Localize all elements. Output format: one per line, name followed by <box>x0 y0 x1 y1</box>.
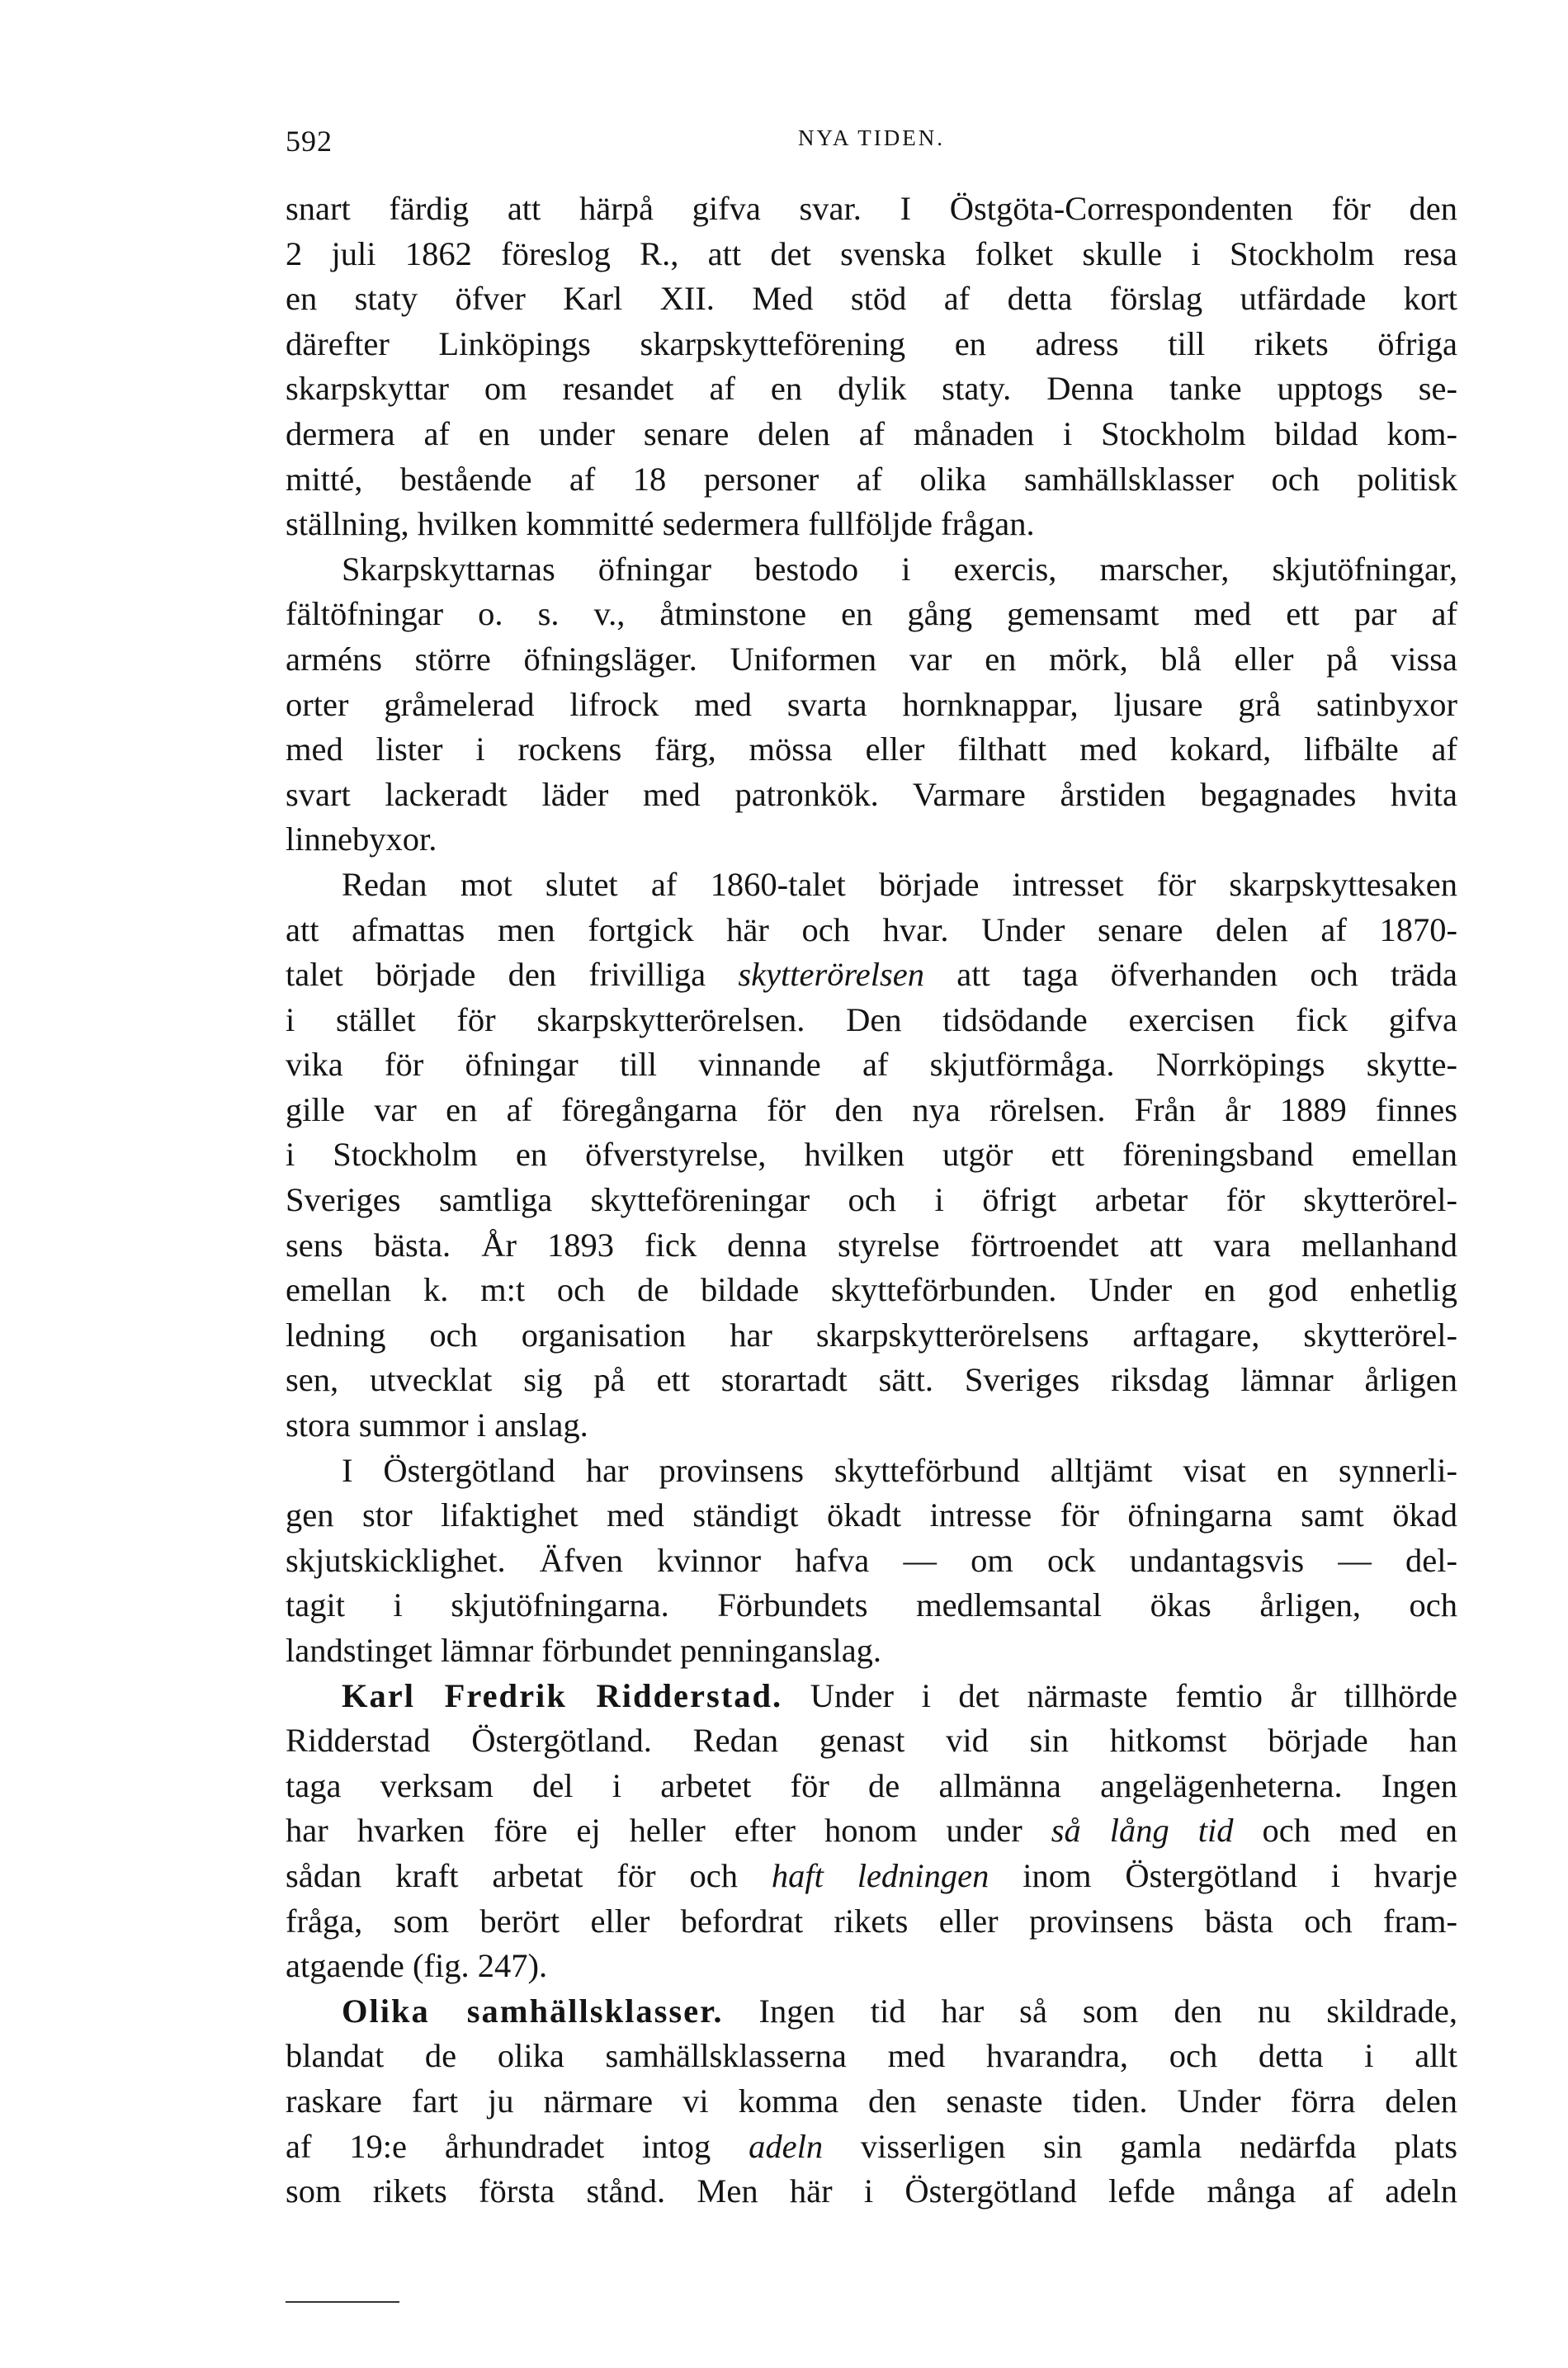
text-line <box>286 2079 1457 2125</box>
line-text: inom Östergötland i hvarje <box>989 1856 1458 1894</box>
text-line <box>286 547 1457 593</box>
text-line <box>286 232 1457 277</box>
emphasis-text: så lång tid <box>1051 1812 1234 1850</box>
text-line <box>286 1088 1457 1133</box>
text-line <box>286 322 1457 367</box>
body-text <box>286 187 1457 2214</box>
text-line <box>286 1223 1457 1269</box>
text-line <box>286 863 1457 908</box>
line-text: vika för öfningar till vinnande af skjutförmåga. Norrköpings skytte- <box>286 1046 1457 1084</box>
line-text: atgaende (fig. 247). <box>286 1947 548 1985</box>
text-line <box>286 773 1457 818</box>
text-line <box>286 277 1457 322</box>
line-text: Ingen tid har så som den nu skildrade, <box>723 1992 1457 2030</box>
line-text: ställning, hvilken kommitté sedermera fullföljde frågan. <box>286 505 1035 543</box>
text-line <box>286 1178 1457 1223</box>
line-text: Redan mot slutet af 1860-talet började intresset för skarpskyttesaken <box>342 865 1457 903</box>
running-head: NYA TIDEN. <box>798 125 945 150</box>
text-line <box>286 366 1457 412</box>
line-text: arméns större öfningsläger. Uniformen var en mörk, blå eller på vissa <box>286 640 1457 678</box>
line-text: som rikets första stånd. Men här i Östergötland lefde många af adeln <box>286 2172 1457 2210</box>
line-text: snart färdig att härpå gifva svar. I Östgöta-Correspondenten för den <box>286 190 1457 227</box>
text-line <box>286 187 1457 232</box>
line-text: att taga öfverhanden och träda <box>924 956 1457 994</box>
text-line <box>286 1674 1457 1719</box>
emphasis-text: skytterörelsen <box>738 956 925 994</box>
text-line <box>286 1358 1457 1403</box>
line-text: 2 juli 1862 föreslog R., att det svenska folket skulle i Stockholm resa <box>286 234 1457 272</box>
emphasis-text: haft ledningen <box>771 1856 989 1894</box>
line-text: Skarpskyttarnas öfningar bestodo i exercis, marscher, skjutöfningar, <box>342 550 1457 588</box>
line-text: blandat de olika samhällsklasserna med hvarandra, och detta i allt <box>286 2037 1457 2075</box>
text-line <box>286 683 1457 728</box>
line-text: Ridderstad Östergötland. Redan genast vid sin hitkomst började han <box>286 1722 1457 1760</box>
line-text: Sveriges samtliga skytteföreningar och i öfrigt arbetar för skytterörel- <box>286 1181 1457 1219</box>
line-text: gen stor lifaktighet med ständigt ökadt intresse för öfningarna samt ökad <box>286 1496 1457 1534</box>
text-line <box>286 1538 1457 1584</box>
text-line <box>286 1718 1457 1764</box>
line-text: därefter Linköpings skarpskytteförening en adress till rikets öfriga <box>286 324 1457 362</box>
line-text: fältöfningar o. s. v., åtminstone en gång gemensamt med ett par af <box>286 595 1457 633</box>
line-text: stora summor i anslag. <box>286 1406 588 1444</box>
page-number: 592 <box>286 125 333 158</box>
text-line <box>286 817 1457 863</box>
line-text: af 19:e århundradet intog <box>286 2127 749 2165</box>
line-text: sådan kraft arbetat för och <box>286 1856 772 1894</box>
text-line <box>286 1764 1457 1809</box>
text-line <box>286 1808 1457 1854</box>
line-text: I Östergötland har provinsens skytteförbund alltjämt visat en synnerli- <box>342 1451 1457 1489</box>
text-line <box>286 1313 1457 1359</box>
text-line <box>286 1449 1457 1494</box>
line-text: skjutskicklighet. Äfven kvinnor hafva — om ock undantagsvis — del- <box>286 1541 1457 1579</box>
text-line <box>286 637 1457 683</box>
line-text: att afmattas men fortgick här och hvar. Under senare delen af 1870- <box>286 910 1457 948</box>
page-header <box>286 124 1457 157</box>
text-line <box>286 908 1457 953</box>
text-line <box>286 502 1457 547</box>
line-text: visserligen sin gamla nedärfda plats <box>823 2127 1457 2165</box>
line-text: med lister i rockens färg, mössa eller filthatt med kokard, lifbälte af <box>286 730 1457 768</box>
text-line <box>286 1493 1457 1538</box>
line-text: sens bästa. År 1893 fick denna styrelse förtroendet att vara mellanhand <box>286 1226 1457 1264</box>
text-line <box>286 2034 1457 2079</box>
footnote-rule <box>286 2301 399 2303</box>
line-text: skarpskyttar om resandet af en dylik staty. Denna tanke upptogs se- <box>286 370 1457 408</box>
line-text: i Stockholm en öfverstyrelse, hvilken utgör ett föreningsband emellan <box>286 1136 1457 1174</box>
line-text: mitté, bestående af 18 personer af olika samhällsklasser och politisk <box>286 460 1457 498</box>
text-line <box>286 592 1457 637</box>
line-text: landstinget lämnar förbundet penninganslag. <box>286 1632 882 1669</box>
line-text: taga verksam del i arbetet för de allmänna angelägenheterna. Ingen <box>286 1766 1457 1804</box>
line-text: talet började den frivilliga <box>286 956 739 994</box>
text-line <box>286 1628 1457 1674</box>
line-text: Under i det närmaste femtio år tillhörde <box>782 1676 1457 1714</box>
text-line <box>286 727 1457 773</box>
text-line <box>286 1899 1457 1945</box>
text-line <box>286 2125 1457 2170</box>
text-line <box>286 1944 1457 1989</box>
emphasis-text: adeln <box>749 2127 824 2165</box>
text-line <box>286 1042 1457 1088</box>
text-line <box>286 2169 1457 2214</box>
text-line <box>286 998 1457 1043</box>
line-text: orter gråmelerad lifrock med svarta hornknappar, ljusare grå satinbyxor <box>286 685 1457 723</box>
text-line <box>286 1268 1457 1313</box>
text-line <box>286 457 1457 503</box>
line-text: gille var en af föregångarna för den nya rörelsen. Från år 1889 finnes <box>286 1090 1457 1128</box>
line-text: i stället för skarpskytterörelsen. Den tidsödande exercisen fick gifva <box>286 1000 1457 1038</box>
line-text: en staty öfver Karl XII. Med stöd af detta förslag utfärdade kort <box>286 280 1457 318</box>
line-text: svart lackeradt läder med patronkök. Varmare årstiden begagnades hvita <box>286 775 1457 813</box>
section-heading: Karl Fredrik Ridderstad. <box>342 1676 783 1714</box>
text-line <box>286 412 1457 457</box>
line-text: sen, utvecklat sig på ett storartadt sätt. Sveriges riksdag lämnar årligen <box>286 1361 1457 1399</box>
section-heading: Olika samhällsklasser. <box>342 1992 724 2030</box>
line-text: fråga, som berört eller befordrat rikets eller provinsens bästa och fram- <box>286 1902 1457 1940</box>
line-text: tagit i skjutöfningarna. Förbundets medlemsantal ökas årligen, och <box>286 1586 1457 1624</box>
text-line <box>286 1583 1457 1628</box>
text-line <box>286 1403 1457 1449</box>
line-text: har hvarken före ej heller efter honom under <box>286 1812 1051 1850</box>
text-line <box>286 1854 1457 1899</box>
line-text: ledning och organisation har skarpskytterörelsens arftagare, skytterörel- <box>286 1316 1457 1354</box>
line-text: raskare fart ju närmare vi komma den senaste tiden. Under förra delen <box>286 2082 1457 2120</box>
line-text: emellan k. m:t och de bildade skytteförbunden. Under en god enhetlig <box>286 1271 1457 1309</box>
line-text: och med en <box>1233 1812 1457 1850</box>
text-line <box>286 1989 1457 2035</box>
line-text: dermera af en under senare delen af månaden i Stockholm bildad kom- <box>286 414 1457 452</box>
line-text: linnebyxor. <box>286 820 437 858</box>
text-line <box>286 952 1457 998</box>
text-line <box>286 1132 1457 1178</box>
